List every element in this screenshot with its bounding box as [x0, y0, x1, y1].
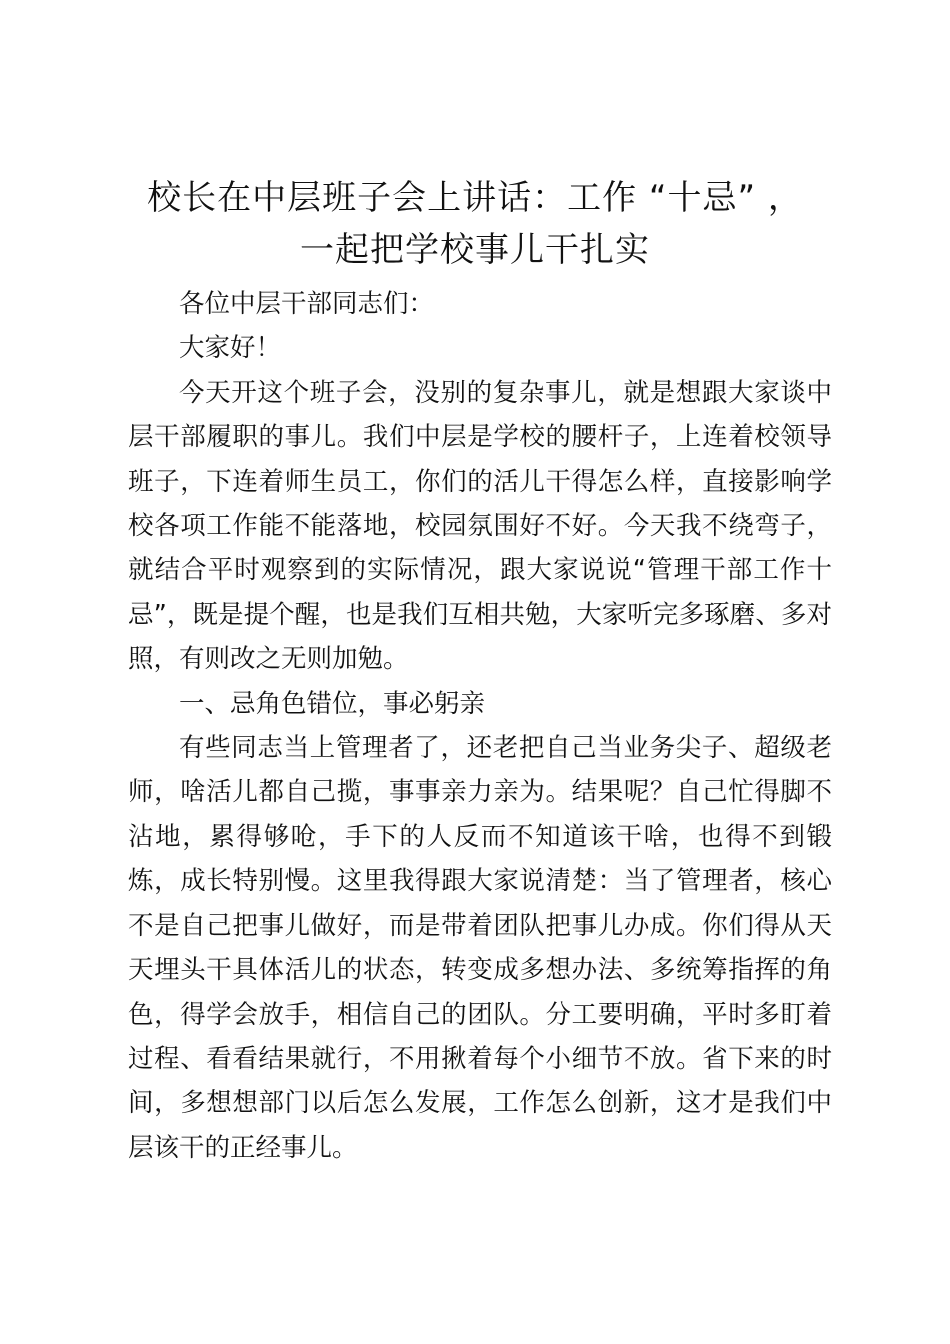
intro-paragraph: 今天开这个班子会，没别的复杂事儿，就是想跟大家谈中层干部履职的事儿。我们中层是学校的腰杆子，上连着校领导班子，下连着师生员工，你们的活儿干得怎么样，直接影响学校各项工作能不能落地，校园氛围好不好。今天我不绕弯子，就结合平时观察到的实际情况，跟大家说说“管理干部工作十忌”，既是提个醒，也是我们互相共勉，大家听完多琢磨、多对照，有则改之无则加勉。 — [128, 377, 832, 675]
section-heading-1: 一、忌角色错位，事必躬亲 — [179, 688, 486, 719]
section-1-paragraph: 有些同志当上管理者了，还老把自己当业务尖子、超级老师，啥活儿都自己揽，事事亲力亲为。结果呢？自己忙得脚不沾地，累得够呛，手下的人反而不知道该干啥，也得不到锻炼，成长特别慢。这里我得跟大家说清楚：当了管理者，核心不是自己把事儿做好，而是带着团队把事儿办成。你们得从天天埋头干具体活儿的状态，转变成多想办法、多统筹指挥的角色，得学会放手，相信自己的团队。分工要明确，平时多盯着过程、看看结果就行，不用揪着每个小细节不放。省下来的时间，多想想部门以后怎么发展，工作怎么创新，这才是我们中层该干的正经事儿。 — [128, 733, 832, 1163]
title-line-2: 一起把学校事儿干扎实 — [300, 230, 650, 270]
title-line-1: 校长在中层班子会上讲话：工作 “十忌” ， — [147, 178, 803, 218]
salutation: 各位中层干部同志们： — [179, 289, 435, 319]
document-title — [120, 172, 830, 276]
document-body — [128, 282, 832, 1170]
greeting: 大家好！ — [179, 333, 282, 364]
